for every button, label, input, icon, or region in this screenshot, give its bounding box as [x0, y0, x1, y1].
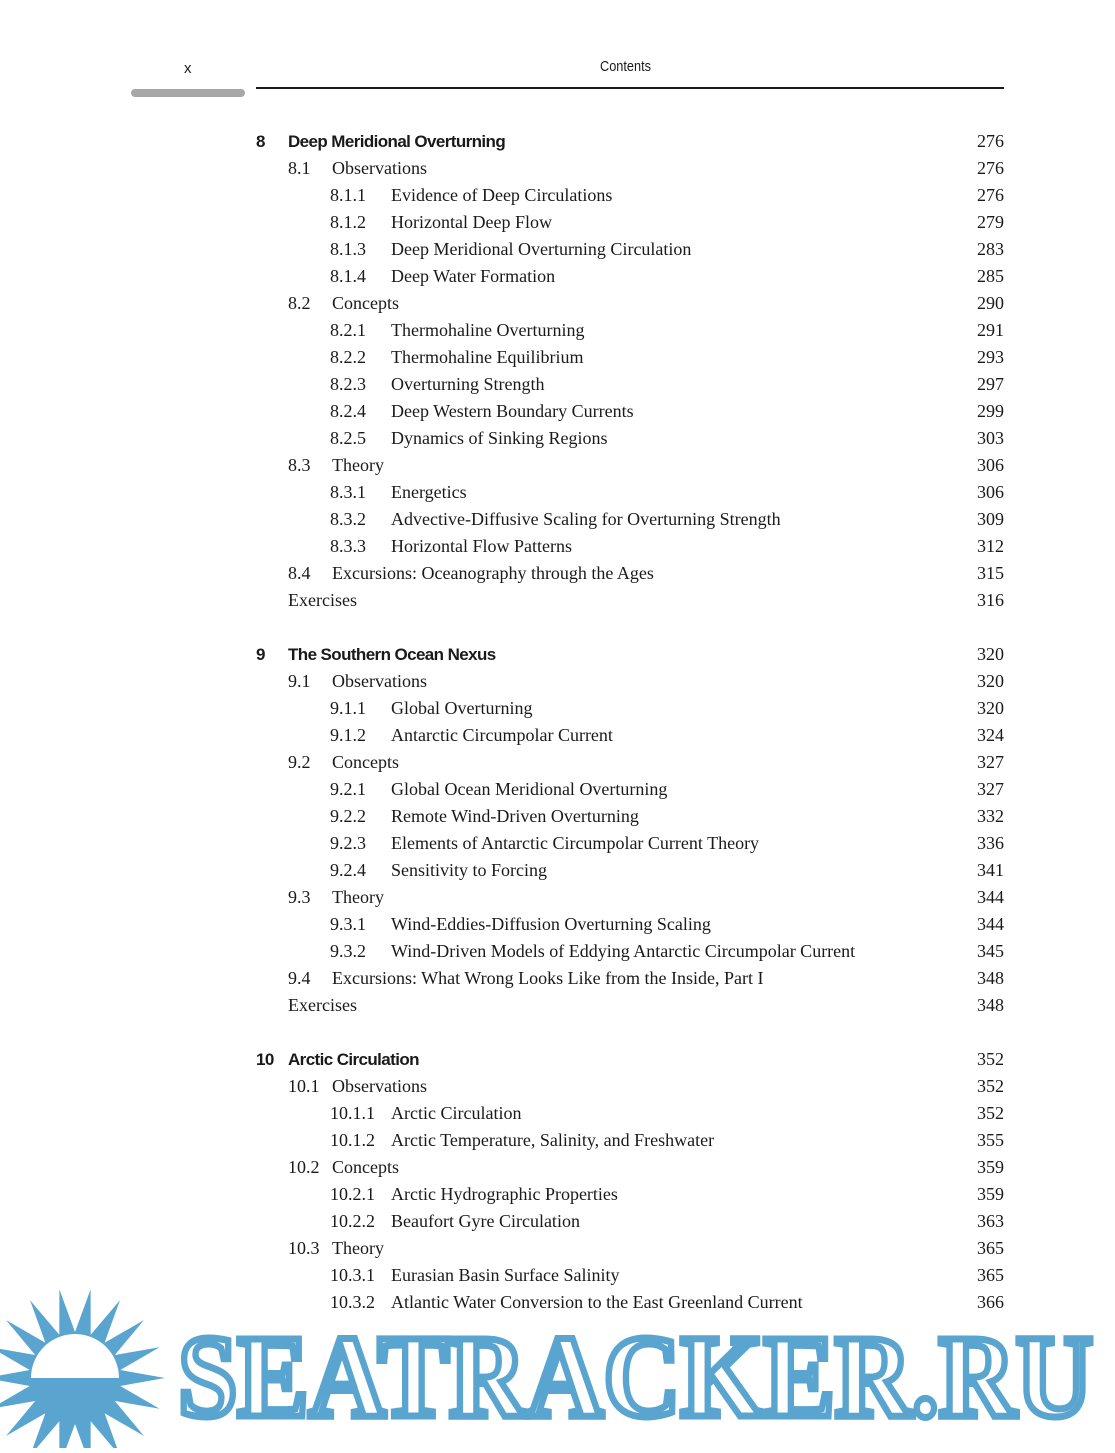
entry-title: Remote Wind-Driven Overturning [391, 806, 639, 826]
entry-number: 9.2.2 [330, 806, 366, 826]
entry-number: 10.2 [288, 1157, 320, 1177]
entry-number: 8.3.2 [330, 509, 366, 529]
entry-number: 8.1 [288, 158, 311, 178]
watermark [0, 1288, 1115, 1448]
subsection-entry[interactable] [256, 1181, 1004, 1208]
page-ref: 344 [977, 887, 1004, 907]
section-entry[interactable] [256, 290, 1004, 317]
entry-title: Beaufort Gyre Circulation [391, 1211, 580, 1231]
entry-number: 8.1.2 [330, 212, 366, 232]
entry-number: 9.3.1 [330, 914, 366, 934]
entry-number: 9.1.2 [330, 725, 366, 745]
entry-title: Theory [332, 887, 384, 907]
subsection-entry[interactable] [256, 317, 1004, 344]
page-ref: 365 [977, 1265, 1004, 1285]
entry-title: Overturning Strength [391, 374, 545, 394]
section-entry[interactable] [256, 1073, 1004, 1100]
entry-title: Advective-Diffusive Scaling for Overturning Strength [391, 509, 781, 529]
entry-number: 9.2.4 [330, 860, 366, 880]
page-ref: 332 [977, 806, 1004, 826]
page-ref: 366 [977, 1292, 1004, 1312]
subsection-entry[interactable] [256, 344, 1004, 371]
subsection-entry[interactable] [256, 182, 1004, 209]
entry-title: Observations [332, 1076, 427, 1096]
exercises-entry[interactable] [256, 587, 1004, 614]
page-ref: 341 [977, 860, 1004, 880]
entry-title: Global Overturning [391, 698, 533, 718]
entry-title: Deep Western Boundary Currents [391, 401, 634, 421]
entry-number: 9.2.3 [330, 833, 366, 853]
entry-title: Excursions: Oceanography through the Ages [332, 563, 654, 583]
subsection-entry[interactable] [256, 506, 1004, 533]
chapter-number: 8 [256, 132, 265, 151]
page-ref: 365 [977, 1238, 1004, 1258]
page-number: x [184, 60, 192, 77]
entry-title: Dynamics of Sinking Regions [391, 428, 608, 448]
entry-number: 8.3.1 [330, 482, 366, 502]
entry-number: 9.1.1 [330, 698, 366, 718]
chapter-heading[interactable] [256, 1046, 1004, 1073]
entry-title: Energetics [391, 482, 467, 502]
subsection-entry[interactable] [256, 209, 1004, 236]
sun-icon [0, 1289, 165, 1448]
chapter-number: 10 [256, 1050, 274, 1069]
entry-number: 8.1.3 [330, 239, 366, 259]
entry-number: 10.1 [288, 1076, 320, 1096]
entry-number: 10.2.2 [330, 1211, 375, 1231]
entry-title: Arctic Temperature, Salinity, and Freshwater [391, 1130, 715, 1150]
entry-number: 8.1.4 [330, 266, 366, 286]
page-ref: 279 [977, 212, 1004, 232]
entry-number: 8.2.3 [330, 374, 366, 394]
subsection-entry[interactable] [256, 938, 1004, 965]
page-ref: 306 [977, 482, 1004, 502]
page-ref: 276 [977, 131, 1004, 151]
entry-title: Global Ocean Meridional Overturning [391, 779, 668, 799]
entry-title: Wind-Eddies-Diffusion Overturning Scaling [391, 914, 711, 934]
chapter-title: Deep Meridional Overturning [288, 132, 506, 151]
entry-number: 9.1 [288, 671, 311, 691]
header-rule [256, 87, 1004, 89]
entry-title: Thermohaline Equilibrium [391, 347, 584, 367]
entry-number: 10.2.1 [330, 1184, 375, 1204]
entry-title: Wind-Driven Models of Eddying Antarctic Circumpolar Current [391, 941, 856, 961]
subsection-entry[interactable] [256, 479, 1004, 506]
chapter-title: Arctic Circulation [288, 1050, 419, 1069]
entry-title: Eurasian Basin Surface Salinity [391, 1265, 620, 1285]
page-ref: 283 [977, 239, 1004, 259]
chapter-heading[interactable] [256, 641, 1004, 668]
section-entry[interactable] [256, 452, 1004, 479]
entry-number: 8.2 [288, 293, 311, 313]
subsection-entry[interactable] [256, 533, 1004, 560]
entry-number: 10.1.1 [330, 1103, 375, 1123]
page-ref: 276 [977, 158, 1004, 178]
page-ref: 306 [977, 455, 1004, 475]
entry-number: 9.2 [288, 752, 311, 772]
entry-title: Arctic Circulation [391, 1103, 522, 1123]
section-entry[interactable] [256, 1154, 1004, 1181]
entry-number: 8.2.1 [330, 320, 366, 340]
entry-number: 10.3.2 [330, 1292, 375, 1312]
entry-title: Theory [332, 455, 384, 475]
page-ref: 344 [977, 914, 1004, 934]
entry-number: 8.4 [288, 563, 311, 583]
entry-title: Arctic Hydrographic Properties [391, 1184, 618, 1204]
entry-title: Concepts [332, 752, 399, 772]
entry-number: 9.4 [288, 968, 311, 988]
entry-title: Horizontal Flow Patterns [391, 536, 572, 556]
page-ref: 324 [977, 725, 1004, 745]
page-ref: 312 [977, 536, 1004, 556]
subsection-entry[interactable] [256, 1127, 1004, 1154]
page-ref: 348 [977, 995, 1004, 1015]
page-ref: 315 [977, 563, 1004, 583]
subsection-entry[interactable] [256, 1208, 1004, 1235]
entry-title: Evidence of Deep Circulations [391, 185, 613, 205]
subsection-entry[interactable] [256, 236, 1004, 263]
page-ref: 352 [977, 1049, 1004, 1069]
subsection-entry[interactable] [256, 398, 1004, 425]
subsection-entry[interactable] [256, 803, 1004, 830]
section-entry[interactable] [256, 965, 1004, 992]
subsection-entry[interactable] [256, 1262, 1004, 1289]
running-head [0, 58, 1115, 80]
page-ref: 291 [977, 320, 1004, 340]
section-entry[interactable] [256, 1235, 1004, 1262]
section-entry[interactable] [256, 560, 1004, 587]
entry-number: 10.3 [288, 1238, 320, 1258]
entry-number: 8.2.5 [330, 428, 366, 448]
entry-title: Excursions: What Wrong Looks Like from the Inside, Part I [332, 968, 764, 988]
page-ref: 352 [977, 1103, 1004, 1123]
entry-title: Antarctic Circumpolar Current [391, 725, 613, 745]
entry-number: 9.3.2 [330, 941, 366, 961]
entry-number: 8.3.3 [330, 536, 366, 556]
entry-title: Concepts [332, 1157, 399, 1177]
subsection-entry[interactable] [256, 776, 1004, 803]
entry-title: Deep Meridional Overturning Circulation [391, 239, 692, 259]
page-ref: 359 [977, 1157, 1004, 1177]
entry-number: 8.2.4 [330, 401, 366, 421]
page-ref: 352 [977, 1076, 1004, 1096]
section-entry[interactable] [256, 668, 1004, 695]
chapter-block [256, 1046, 1004, 1316]
page-ref: 299 [977, 401, 1004, 421]
entry-number: 8.1.1 [330, 185, 366, 205]
page-ref: 355 [977, 1130, 1004, 1150]
table-of-contents [256, 128, 1004, 1343]
entry-number: 8.3 [288, 455, 311, 475]
page-ref: 363 [977, 1211, 1004, 1231]
entry-title: Elements of Antarctic Circumpolar Current Theory [391, 833, 760, 853]
entry-title: Exercises [288, 590, 357, 610]
subsection-entry[interactable] [256, 722, 1004, 749]
section-entry[interactable] [256, 155, 1004, 182]
watermark-text: SEATRACKER.RU [178, 1311, 1093, 1442]
page-ref: 293 [977, 347, 1004, 367]
chapter-block [256, 128, 1004, 614]
entry-title: Exercises [288, 995, 357, 1015]
entry-title: Concepts [332, 293, 399, 313]
page-ref: 327 [977, 779, 1004, 799]
subsection-entry[interactable] [256, 695, 1004, 722]
page-ref: 303 [977, 428, 1004, 448]
page-ref: 348 [977, 968, 1004, 988]
subsection-entry[interactable] [256, 371, 1004, 398]
header-grey-tab [131, 89, 245, 97]
exercises-entry[interactable] [256, 992, 1004, 1019]
page-ref: 336 [977, 833, 1004, 853]
chapter-heading[interactable] [256, 128, 1004, 155]
page-ref: 320 [977, 698, 1004, 718]
page-ref: 316 [977, 590, 1004, 610]
subsection-entry[interactable] [256, 1100, 1004, 1127]
running-title: Contents [600, 58, 652, 75]
page-ref: 297 [977, 374, 1004, 394]
entry-title: Observations [332, 158, 427, 178]
page-ref: 327 [977, 752, 1004, 772]
page-ref: 345 [977, 941, 1004, 961]
page-ref: 285 [977, 266, 1004, 286]
entry-number: 9.3 [288, 887, 311, 907]
entry-title: Deep Water Formation [391, 266, 556, 286]
entry-title: Horizontal Deep Flow [391, 212, 552, 232]
entry-number: 10.1.2 [330, 1130, 375, 1150]
chapter-block [256, 641, 1004, 1019]
subsection-entry[interactable] [256, 911, 1004, 938]
subsection-entry[interactable] [256, 830, 1004, 857]
subsection-entry[interactable] [256, 263, 1004, 290]
entry-title: Sensitivity to Forcing [391, 860, 548, 880]
entry-title: Thermohaline Overturning [391, 320, 585, 340]
entry-title: Observations [332, 671, 427, 691]
page-ref: 320 [977, 671, 1004, 691]
chapter-number: 9 [256, 645, 265, 664]
page-ref: 290 [977, 293, 1004, 313]
subsection-entry[interactable] [256, 425, 1004, 452]
section-entry[interactable] [256, 884, 1004, 911]
chapter-title: The Southern Ocean Nexus [288, 645, 496, 664]
entry-title: Atlantic Water Conversion to the East Greenland Current [391, 1292, 803, 1312]
page-ref: 276 [977, 185, 1004, 205]
subsection-entry[interactable] [256, 857, 1004, 884]
section-entry[interactable] [256, 749, 1004, 776]
entry-number: 9.2.1 [330, 779, 366, 799]
page-ref: 320 [977, 644, 1004, 664]
page-ref: 309 [977, 509, 1004, 529]
entry-number: 8.2.2 [330, 347, 366, 367]
entry-title: Theory [332, 1238, 384, 1258]
page-ref: 359 [977, 1184, 1004, 1204]
entry-number: 10.3.1 [330, 1265, 375, 1285]
